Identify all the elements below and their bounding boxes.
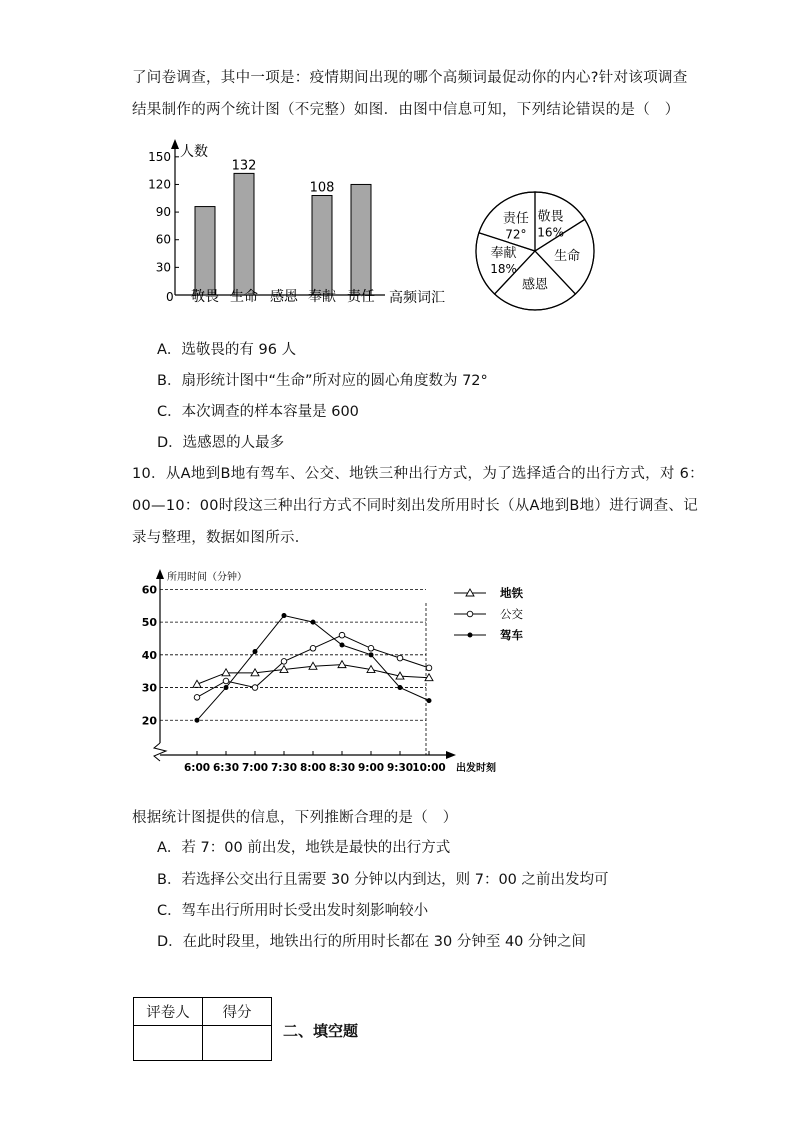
bar-ytick-label: 60 xyxy=(155,232,171,247)
pie-label: 感恩 xyxy=(521,277,549,293)
line-xlabel: 出发时刻 xyxy=(456,763,496,774)
series-point-驾车 xyxy=(398,685,403,690)
legend-marker xyxy=(467,611,473,617)
line-xtick-label: 9:00 xyxy=(357,762,385,774)
q9-intro-line-1: 了问卷调查，其中一项是：疫情期间出现的哪个高频词最促动你的内心?针对该项调查 xyxy=(132,70,688,86)
line-ytick-label: 60 xyxy=(141,583,157,597)
line-chart xyxy=(140,565,540,777)
bar-ylabel: 人数 xyxy=(180,144,208,160)
score-table-header-grader: 评卷人 xyxy=(134,998,203,1026)
series-point-公交 xyxy=(281,659,287,665)
line-x-axis-arrow xyxy=(446,751,456,759)
line-ytick-label: 20 xyxy=(141,714,157,728)
score-table xyxy=(133,997,272,1061)
axis-break-symbol xyxy=(154,743,166,761)
line-ytick-label: 50 xyxy=(141,616,157,630)
series-point-地铁 xyxy=(193,680,201,687)
series-point-驾车 xyxy=(282,613,287,618)
section-title: 二、填空题 xyxy=(283,1022,359,1040)
pie-label: 责任 xyxy=(502,211,529,227)
q10-option-d: D．在此时段里，地铁出行的所用时长都在 30 分钟至 40 分钟之间 xyxy=(157,934,587,950)
line-xtick-label: 6:00 xyxy=(183,762,211,774)
pie-value-label: 72° xyxy=(505,227,527,242)
pie-value-label: 18% xyxy=(490,262,517,277)
q9-option-d: D．选感恩的人最多 xyxy=(157,435,285,451)
legend-label: 驾车 xyxy=(500,628,523,642)
line-xtick-label: 7:00 xyxy=(241,762,269,774)
q10-option-c: C．驾车出行所用时长受出发时刻影响较小 xyxy=(157,903,429,919)
series-point-驾车 xyxy=(427,698,432,703)
series-point-驾车 xyxy=(224,685,229,690)
bar-ytick-label: 30 xyxy=(155,260,171,275)
series-point-公交 xyxy=(397,655,403,661)
bar-category-label: 生命 xyxy=(230,289,258,305)
q9-option-a: A．选敬畏的有 96 人 xyxy=(157,342,297,358)
bar-origin-label: 0 xyxy=(166,290,174,304)
line-ytick-label: 40 xyxy=(141,648,157,662)
pie-label: 奉献 xyxy=(490,246,517,262)
bar-责任 xyxy=(351,184,371,295)
legend-marker xyxy=(468,633,473,638)
q10-option-a: A．若 7：00 前出发，地铁是最快的出行方式 xyxy=(157,840,451,856)
series-point-公交 xyxy=(194,695,200,701)
bar-data-label: 108 xyxy=(309,180,335,196)
bar-data-label: 132 xyxy=(231,158,257,174)
q10-line-2: 00—10：00时段这三种出行方式不同时刻出发所用时长（从A地到B地）进行调查、记 xyxy=(132,498,699,514)
series-point-公交 xyxy=(223,678,229,684)
series-point-公交 xyxy=(310,645,316,651)
series-point-公交 xyxy=(339,632,345,638)
series-point-驾车 xyxy=(195,718,200,723)
series-point-驾车 xyxy=(369,652,374,657)
q10-line-3: 录与整理，数据如图所示． xyxy=(132,530,310,546)
bar-ytick-label: 150 xyxy=(148,149,171,164)
pie-label: 敬畏 xyxy=(537,209,564,225)
line-xtick-label: 9:30 xyxy=(386,762,414,774)
bar-category-label: 感恩 xyxy=(270,289,298,305)
series-point-公交 xyxy=(368,645,374,651)
score-table-header-score: 得分 xyxy=(203,998,272,1026)
bar-敬畏 xyxy=(195,207,215,295)
series-point-驾车 xyxy=(340,643,345,648)
pie-label: 生命 xyxy=(554,249,581,265)
q9-intro-line-2: 结果制作的两个统计图（不完整）如图．由图中信息可知，下列结论错误的是（ ） xyxy=(132,102,680,118)
legend-label: 公交 xyxy=(500,607,523,621)
q10-option-b: B．若选择公交出行且需要 30 分钟以内到达，则 7：00 之前出发均可 xyxy=(157,872,609,888)
q10-line-1: 10．从A地到B地有驾车、公交、地铁三种出行方式，为了选择适合的出行方式，对 6： xyxy=(132,466,704,482)
legend-label: 地铁 xyxy=(500,586,523,600)
line-xtick-label: 10:00 xyxy=(412,762,446,774)
bar-y-axis-arrow xyxy=(171,139,179,149)
q9-option-b: B．扇形统计图中“生命”所对应的圆心角度数为 72° xyxy=(157,373,488,389)
line-ylabel: 所用时间（分钟） xyxy=(167,572,247,583)
series-point-公交 xyxy=(426,665,432,671)
bar-category-label: 责任 xyxy=(347,289,375,305)
line-xtick-label: 6:30 xyxy=(212,762,240,774)
q10-prompt: 根据统计图提供的信息，下列推断合理的是（ ） xyxy=(132,810,458,826)
line-y-axis-arrow xyxy=(156,569,164,579)
bar-ytick-label: 120 xyxy=(148,177,171,192)
series-point-地铁 xyxy=(338,661,346,668)
bar-生命 xyxy=(234,173,254,295)
bar-chart xyxy=(140,135,460,315)
bar-ytick-label: 90 xyxy=(155,205,171,220)
bar-category-label: 奉献 xyxy=(308,289,336,305)
bar-奉献 xyxy=(312,196,332,295)
score-table-score-cell xyxy=(203,1026,272,1061)
bar-category-label: 敬畏 xyxy=(191,289,219,305)
series-point-公交 xyxy=(252,685,258,691)
pie-chart xyxy=(468,185,608,320)
line-xtick-label: 7:30 xyxy=(270,762,298,774)
pie-value-label: 16% xyxy=(537,225,564,240)
series-point-地铁 xyxy=(222,669,230,676)
series-point-驾车 xyxy=(311,620,316,625)
line-ytick-label: 30 xyxy=(141,681,157,695)
line-xtick-label: 8:00 xyxy=(299,762,327,774)
score-table-grader-cell xyxy=(134,1026,203,1061)
q9-option-c: C．本次调查的样本容量是 600 xyxy=(157,404,359,420)
bar-xlabel: 高频词汇 xyxy=(389,290,445,306)
series-point-驾车 xyxy=(253,649,258,654)
line-xtick-label: 8:30 xyxy=(328,762,356,774)
